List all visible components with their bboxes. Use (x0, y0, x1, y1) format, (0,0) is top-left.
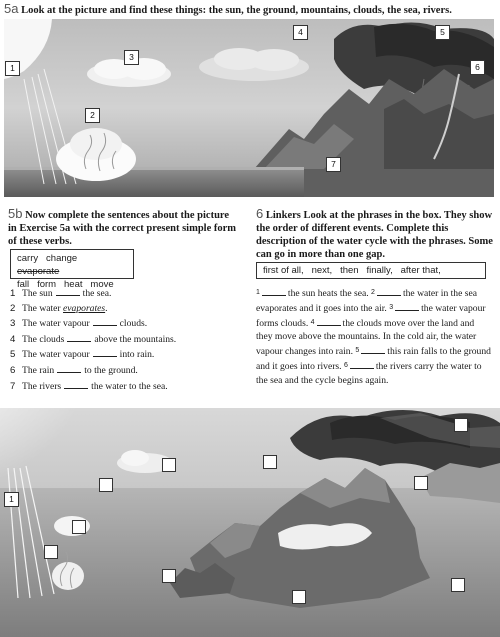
blank-label-box[interactable] (451, 578, 465, 592)
sentence-list (10, 286, 240, 394)
label-box-7: 7 (326, 157, 341, 172)
blank-label-box[interactable] (99, 478, 113, 492)
label-box-5: 5 (435, 25, 450, 40)
blank-label-box[interactable] (162, 569, 176, 583)
label-box-3: 3 (124, 50, 139, 65)
sentence-7: 7 The rivers the water to the sea. (10, 380, 168, 392)
exercise-title: Linkers (265, 210, 301, 221)
answer-gap[interactable] (64, 379, 88, 389)
exercise-number: 5a (4, 1, 19, 16)
exercise-5b-heading (8, 207, 240, 248)
example-answer: evaporates (63, 302, 106, 314)
blank-label-box[interactable] (44, 545, 58, 559)
answer-gap[interactable] (262, 286, 286, 296)
sentence-1: 1 The sun the sea. (10, 288, 112, 299)
label-box-6: 6 (470, 60, 485, 75)
answer-gap[interactable] (67, 332, 91, 342)
answer-gap[interactable] (93, 347, 117, 357)
exercise-instruction: Look at the picture and find these things: the sun, the ground, mountains, clouds, the sea, rivers. (21, 5, 452, 16)
blank-label-box[interactable] (72, 520, 86, 534)
answer-gap[interactable] (377, 286, 401, 296)
sentence-6: 6 The rain to the ground. (10, 364, 138, 376)
sentence-5: 5 The water vapour into rain. (10, 349, 155, 361)
exercise-number: 6 (256, 206, 264, 221)
water-cycle-paragraph: $^1$ the sun heats the sea. $^2$ the water in the sea evaporates and it goes into the air. $^3$ the water vapour forms clouds. $^4$ the clouds move over the land and they move above the mountains. In the cold air, the water vapour changes into rain. $^5$ this rain falls to the ground and it goes into rivers. $^6$ the rivers carry the water to the sea and the cycle begins again. (256, 288, 491, 386)
label-box-2: 2 (85, 108, 100, 123)
answer-gap[interactable] (317, 316, 341, 326)
label-box-4: 4 (293, 25, 308, 40)
blank-label-box[interactable] (263, 455, 277, 469)
verb-word: carry (17, 253, 39, 264)
answer-gap[interactable] (395, 301, 419, 311)
verb-word: move (90, 279, 114, 290)
label-box-1: 1 (5, 61, 20, 76)
label-box-1: 1 (4, 492, 19, 507)
blank-label-box[interactable] (414, 476, 428, 490)
exercise-number: 5b (8, 206, 23, 221)
verb-word: heat (64, 279, 83, 290)
exercise-instruction: Now complete the sentences about the picture in Exercise 5a with the correct present simple form of these verbs. (8, 210, 237, 247)
verb-word: change (46, 253, 78, 264)
answer-gap[interactable] (361, 344, 385, 354)
sentence-2: 2 The water evaporates. (10, 302, 108, 314)
verb-word: form (37, 279, 57, 290)
answer-gap[interactable] (57, 363, 81, 373)
blank-label-box[interactable] (162, 458, 176, 472)
answer-gap[interactable] (350, 359, 374, 369)
verb-row-1 (17, 252, 127, 278)
blank-label-box[interactable] (292, 590, 306, 604)
exercise-6-heading (256, 207, 494, 261)
blank-label-box[interactable] (454, 418, 468, 432)
verb-word-crossed: evaporate (17, 266, 60, 277)
answer-gap[interactable] (93, 316, 117, 326)
sentence-4: 4 The clouds above the mountains. (10, 333, 177, 345)
phrase-box: first of all, next, then finally, after that, (256, 262, 486, 279)
water-cycle-picture-top (4, 19, 494, 197)
exercise-5a-heading (4, 2, 498, 17)
exercise-instruction: Look at the phrases in the box. They show the order of different events. Complete this description of the water cycle with the phrases. Some can go in more than one gap. (256, 210, 493, 260)
sentence-3: 3 The water vapour clouds. (10, 318, 148, 330)
verb-word: fall (17, 279, 30, 290)
verb-box (10, 249, 134, 290)
answer-gap[interactable] (56, 286, 80, 296)
